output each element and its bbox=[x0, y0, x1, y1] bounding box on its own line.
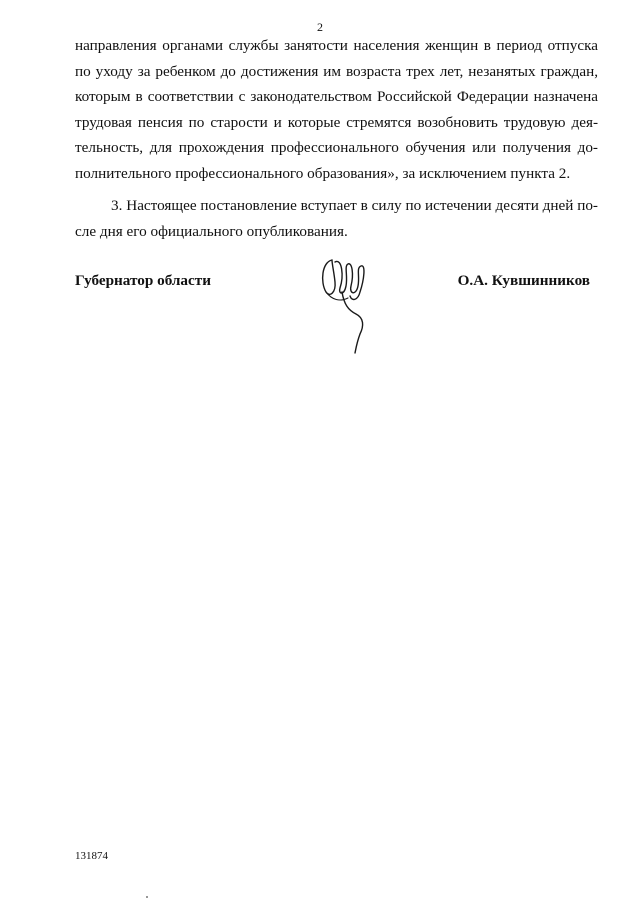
text-line: полнительного профессионального образования», за исключением пункта 2. bbox=[75, 164, 571, 182]
text-line: тельность, для прохождения профессионального обучения или получения до- bbox=[75, 139, 598, 157]
text-line: трудовая пенсия по старости и которые стремятся возобновить трудовую дея- bbox=[75, 113, 598, 131]
signatory-title: Губернатор области bbox=[75, 272, 211, 289]
text-line: направления органами службы занятости населения женщин в период отпуска bbox=[75, 37, 598, 54]
scan-dot bbox=[146, 896, 148, 898]
signatory-name: О.А. Кувшинников bbox=[457, 272, 590, 289]
page-number: 2 bbox=[317, 20, 323, 34]
text-line: которым в соответствии с законодательством Российской Федерации назначена bbox=[75, 88, 598, 106]
handwritten-signature bbox=[318, 252, 378, 357]
document-code: 131874 bbox=[75, 850, 108, 862]
text-line: 3. Настоящее постановление вступает в силу по истечении десяти дней по- bbox=[111, 197, 598, 214]
text-line: сле дня его официального опубликования. bbox=[75, 222, 348, 240]
paragraph-item-3 bbox=[75, 193, 598, 244]
text-line: по уходу за ребенком до достижения им возраста трех лет, незанятых граждан, bbox=[75, 62, 598, 80]
paragraph-continuation bbox=[75, 33, 598, 187]
